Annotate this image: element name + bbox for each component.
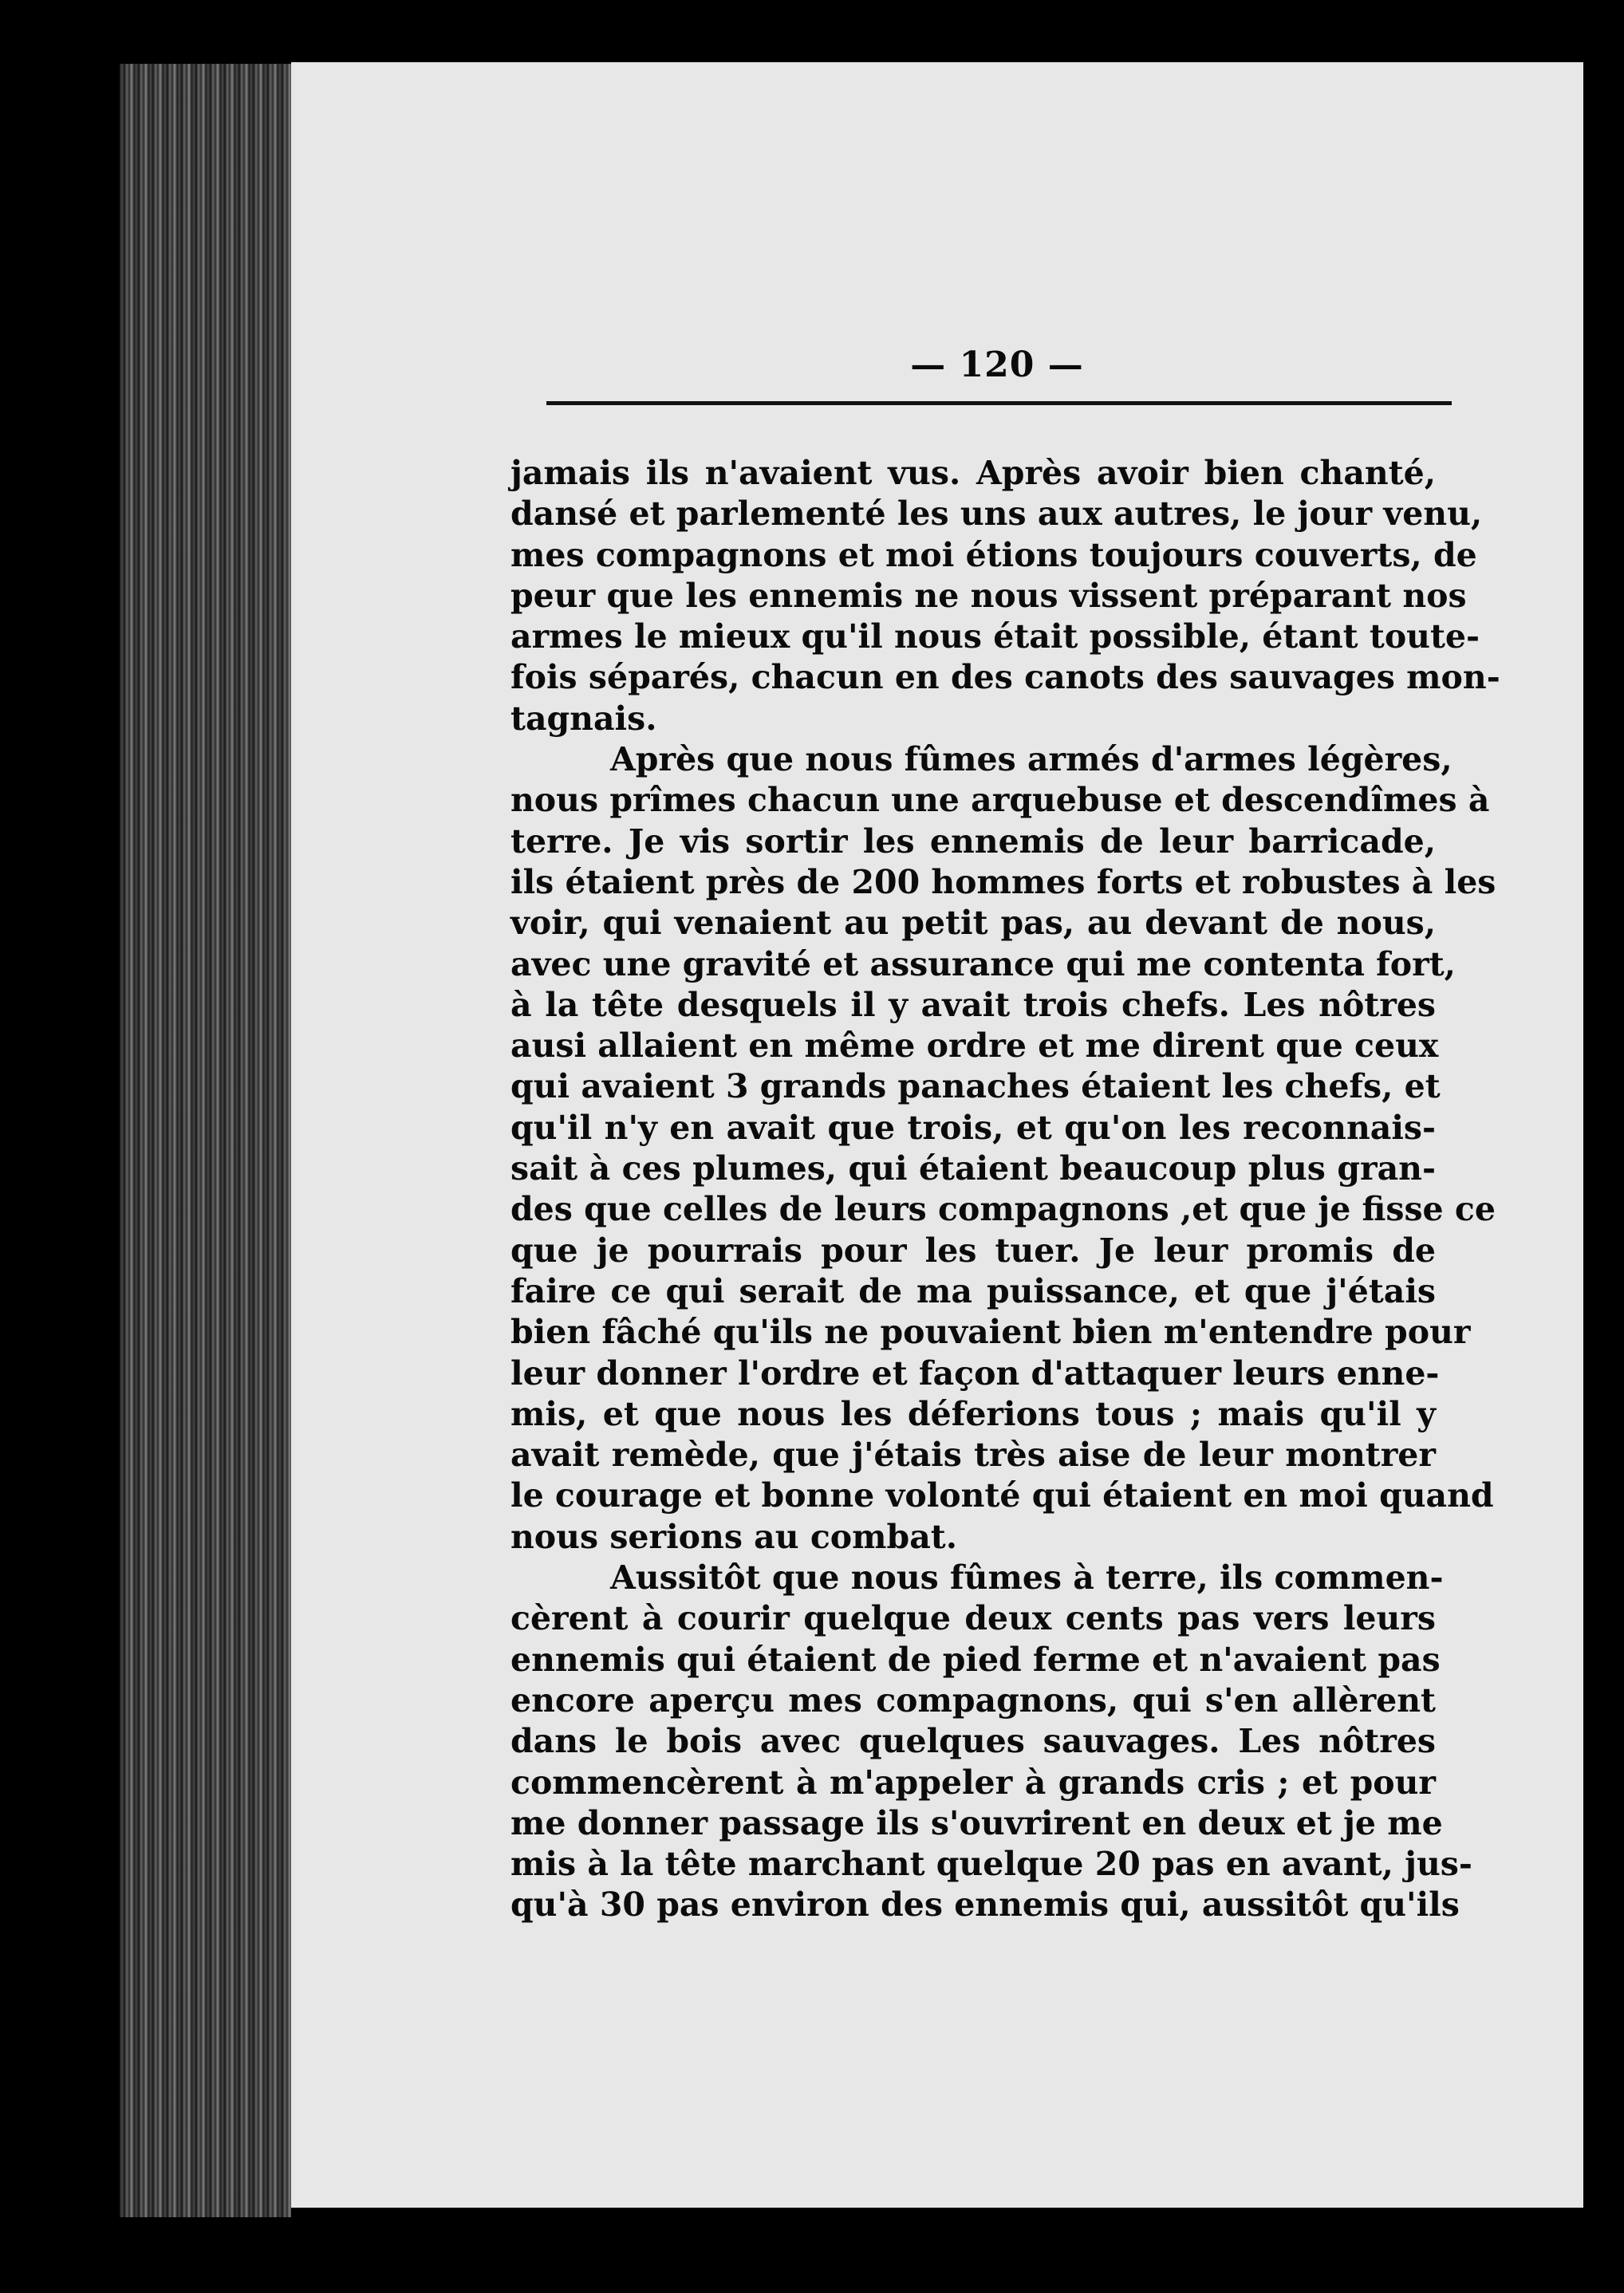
text-line: qui avaient 3 grands panaches étaient les chefs, et (510, 1067, 1441, 1106)
text-line: faire ce qui serait de ma puissance, et que j'étais (510, 1271, 1436, 1310)
text-line: avec une gravité et assurance qui me contenta fort, (510, 944, 1456, 983)
text-line: jamais ils n'avaient vus. Après avoir bien chanté, (510, 454, 1436, 492)
text-line: commencèrent à m'appeler à grands cris ; et pour (510, 1763, 1436, 1802)
text-line: que je pourrais pour les tuer. Je leur promis de (510, 1231, 1436, 1270)
text-line: dansé et parlementé les uns aux autres, le jour venu, (510, 494, 1483, 534)
text-line: mes compagnons et moi étions toujours couverts, de (510, 535, 1477, 574)
text-line: peur que les ennemis ne nous vissent préparant nos (510, 576, 1467, 615)
text-line: qu'il n'y en avait que trois, et qu'on les reconnais- (510, 1108, 1436, 1147)
text-line: armes le mieux qu'il nous était possible, étant toute- (510, 617, 1480, 656)
text-line: bien fâché qu'ils ne pouvaient bien m'entendre pour (510, 1313, 1471, 1352)
body-text (510, 453, 1500, 1926)
text-line: me donner passage ils s'ouvrirent en deux et je me (510, 1803, 1443, 1842)
text-line: le courage et bonne volonté qui étaient en moi quand (510, 1476, 1494, 1515)
text-line: nous prîmes chacun une arquebuse et descendîmes à (510, 781, 1490, 820)
text-line: nous serions au combat. (510, 1517, 957, 1556)
text-line: ausi allaient en même ordre et me dirent que ceux (510, 1026, 1439, 1066)
text-line: fois séparés, chacun en des canots des sauvages mon- (510, 658, 1500, 697)
text-line: qu'à 30 pas environ des ennemis qui, aussitôt qu'ils (510, 1885, 1460, 1925)
text-line: dans le bois avec quelques sauvages. Les nôtres (510, 1722, 1436, 1761)
text-line: sait à ces plumes, qui étaient beaucoup plus gran- (510, 1149, 1436, 1188)
text-line: cèrent à courir quelque deux cents pas vers leurs (510, 1599, 1436, 1638)
page-number: — 120 — (910, 345, 1084, 385)
text-line: voir, qui venaient au petit pas, au devant de nous, (510, 904, 1436, 943)
text-line: encore aperçu mes compagnons, qui s'en allèrent (510, 1680, 1436, 1720)
header-rule (546, 401, 1452, 405)
text-line: terre. Je vis sortir les ennemis de leur barricade, (510, 821, 1436, 861)
text-line: mis à la tête marchant quelque 20 pas en avant, jus- (510, 1845, 1472, 1884)
text-line: avait remède, que j'étais très aise de leur montrer (510, 1436, 1436, 1475)
text-line: tagnais. (510, 699, 657, 738)
text-line: à la tête desquels il y avait trois chefs. Les nôtres (510, 985, 1436, 1024)
book-binding-edge (120, 64, 291, 2217)
text-line: leur donner l'ordre et façon d'attaquer leurs enne- (510, 1353, 1440, 1393)
text-line: Aussitôt que nous fûmes à terre, ils commen- (610, 1558, 1444, 1598)
text-line: mis, et que nous les déferions tous ; mais qu'il y (510, 1394, 1436, 1433)
text-line: Après que nous fûmes armés d'armes légères, (610, 740, 1453, 779)
text-line: des que celles de leurs compagnons ,et que je fisse ce (510, 1190, 1496, 1229)
text-line: ils étaient près de 200 hommes forts et robustes à les (510, 862, 1496, 901)
text-line: ennemis qui étaient de pied ferme et n'avaient pas (510, 1640, 1441, 1679)
